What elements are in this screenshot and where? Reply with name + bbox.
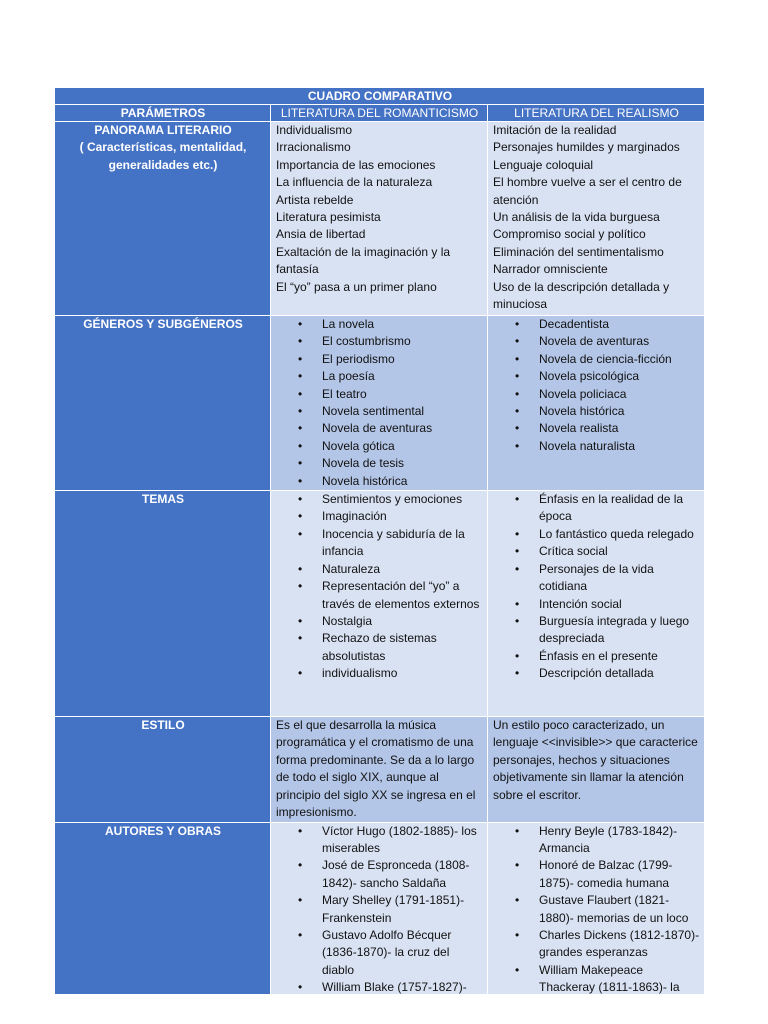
list-item [493,420,700,437]
list-item [276,526,483,561]
list-item: Exaltación de la imaginación y la fantasía [276,244,451,277]
bullet-icon: • [298,526,303,541]
list-item [276,386,483,403]
list-item: Un análisis de la vida burguesa [493,210,660,225]
header-realismo: LITERATURA DEL REALISMO [488,105,705,122]
list-item [276,823,483,858]
row-autores [55,822,705,994]
list-item [493,316,700,333]
list-item-text: El teatro [322,386,367,401]
list-item-text: Rechazo de sistemas absolutistas [322,631,437,663]
list-item [493,491,700,526]
list-item [276,368,483,385]
bullet-icon: • [515,404,520,419]
list-item-text: Mary Shelley (1791-1851)- Frankenstein [322,893,465,925]
list-item [493,892,700,927]
list-item [276,351,483,368]
list-item-text: Decadentista [539,317,610,331]
list-item [493,526,700,543]
list-item-text: Burguesía integrada y luego despreciada [539,613,690,646]
bullet-icon: • [515,561,520,576]
list-item [493,857,700,892]
list-item [276,455,483,472]
bullet-icon: • [298,456,303,471]
list-item: Lenguaje coloquial [493,157,594,172]
list-item-text: Lo fantástico queda relegado [539,526,694,541]
list-item-text: Novela naturalista [539,438,636,453]
list-item: Importancia de las emociones [276,157,436,172]
list-item: El hombre vuelve a ser el centro de atención [493,175,682,207]
param-temas: TEMAS [55,491,271,717]
list-item [276,979,483,994]
bullet-icon: • [298,421,303,436]
param-panorama [55,122,271,316]
list-item-text: Nostalgia [322,613,373,628]
bullet-icon: • [298,579,303,594]
bullet-icon: • [515,927,520,942]
param-autores: AUTORES Y OBRAS [55,822,271,994]
bullet-icon: • [515,386,520,401]
bullet-icon: • [515,334,520,349]
bullet-icon: • [515,596,520,611]
list-item [276,561,483,578]
list-item [276,508,483,525]
list-item-text: Víctor Hugo (1802-1885)- los miserables [322,823,477,855]
list-item-text: Énfasis en el presente [539,648,658,663]
bullet-icon: • [515,858,520,873]
list-item-text: Novela realista [539,421,619,436]
temas-romanticismo-list [276,491,483,682]
param-panorama-title: PANORAMA LITERARIO [94,123,232,137]
panorama-romanticismo-list [276,122,483,296]
list-item: Artista rebelde [276,192,354,207]
header-row [55,105,705,122]
list-item-text: Gustavo Adolfo Bécquer (1836-1870)- la cruz del diablo [322,927,452,977]
list-item [493,333,700,350]
bullet-icon: • [298,893,303,908]
list-item [276,473,483,490]
list-item-text: Novela gótica [322,438,395,453]
list-item-text: Novela psicológica [539,369,640,384]
list-item-text: Honoré de Balzac (1799-1875)- comedia humana [539,858,673,890]
generos-realismo-list [493,316,700,455]
bullet-icon: • [298,404,303,419]
list-item-text: Novela de aventuras [322,421,433,436]
list-item-text: El costumbrismo [322,334,411,349]
param-generos: GÉNEROS Y SUBGÉNEROS [55,316,271,491]
list-item [276,491,483,508]
cell-panorama-realismo [488,122,705,316]
list-item-text: Novela de aventuras [539,334,650,349]
list-item [276,438,483,455]
list-item-text: Henry Beyle (1783-1842)- Armancia [539,823,678,855]
autores-romanticismo-list [276,823,483,995]
list-item-text: Gustave Flaubert (1821-1880)- memorias de un loco [539,893,689,925]
list-item [276,333,483,350]
list-item-text: Novela de ciencia-ficción [539,351,672,366]
row-temas [55,491,705,717]
bullet-icon: • [298,858,303,873]
cell-estilo-realismo: Un estilo poco caracterizado, un lenguaje <<invisible>> que caracterice personajes, hechos y situaciones objetivamente sin llamar la atención sobre el escritor. [488,717,705,822]
list-item-text: Énfasis en la realidad de la época [539,492,684,524]
bullet-icon: • [515,613,520,628]
cell-temas-romanticismo [271,491,488,717]
list-item [276,578,483,613]
list-item-text: El periodismo [322,351,395,366]
list-item [493,823,700,858]
row-estilo [55,717,705,822]
list-item [493,386,700,403]
bullet-icon: • [515,666,520,681]
bullet-icon: • [298,613,303,628]
list-item [276,403,483,420]
cell-generos-romanticismo [271,316,488,491]
list-item: Eliminación del sentimentalismo [493,244,664,259]
list-item [493,665,700,682]
bullet-icon: • [298,351,303,366]
list-item: Imitación de la realidad [493,123,617,137]
table-title: CUADRO COMPARATIVO [55,88,705,105]
bullet-icon: • [298,561,303,576]
list-item: Uso de la descripción detallada y minuciosa [493,279,670,312]
list-item-text: Inocencia y sabiduría de la infancia [322,526,465,559]
list-item-text: La novela [322,317,375,331]
list-item [493,543,700,560]
bullet-icon: • [515,351,520,366]
list-item-text: La poesía [322,369,375,384]
cell-autores-romanticismo [271,822,488,994]
list-item-text: Personajes de la vida cotidiana [539,561,654,594]
param-estilo: ESTILO [55,717,271,822]
bullet-icon: • [515,823,520,838]
list-item [276,613,483,630]
cell-panorama-romanticismo [271,122,488,316]
bullet-icon: • [515,492,520,507]
bullet-icon: • [515,317,520,331]
list-item [493,927,700,962]
list-item [276,630,483,665]
bullet-icon: • [298,334,303,349]
list-item-text: Novela histórica [539,404,625,419]
param-panorama-subtitle: ( Características, mentalidad, generalidades etc.) [79,140,247,172]
list-item [493,368,700,385]
bullet-icon: • [298,980,303,994]
list-item-text: Descripción detallada [539,666,654,681]
list-item [276,316,483,333]
list-item-text: Representación del “yo” a través de elementos externos [322,579,480,611]
bullet-icon: • [515,369,520,384]
bullet-icon: • [298,927,303,942]
bullet-icon: • [298,823,303,838]
temas-realismo-list [493,491,700,682]
list-item-text: Crítica social [539,544,608,559]
list-item: Individualismo [276,123,353,137]
bullet-icon: • [298,317,303,331]
cell-generos-realismo [488,316,705,491]
list-item-text: Novela policiaca [539,386,627,401]
list-item: Ansia de libertad [276,227,366,242]
list-item: Irracionalismo [276,140,351,155]
list-item [493,561,700,596]
bullet-icon: • [515,421,520,436]
list-item [493,596,700,613]
list-item [493,962,700,994]
panorama-realismo-list [493,122,700,313]
list-item: Narrador omnisciente [493,262,608,277]
list-item-text: William Makepeace Thackeray (1811-1863)- la [539,962,680,994]
list-item-text: individualismo [322,666,398,681]
list-item: El “yo” pasa a un primer plano [276,279,437,294]
bullet-icon: • [298,386,303,401]
bullet-icon: • [298,509,303,524]
title-row [55,88,705,105]
bullet-icon: • [515,526,520,541]
list-item-text: Sentimientos y emociones [322,492,463,507]
header-parametros: PARÁMETROS [55,105,271,122]
list-item: Personajes humildes y marginados [493,140,680,155]
comparison-table [54,87,704,994]
list-item [276,927,483,979]
list-item [276,857,483,892]
bullet-icon: • [298,631,303,646]
list-item: Compromiso social y político [493,227,646,242]
list-item [276,420,483,437]
cell-temas-realismo [488,491,705,717]
list-item [493,613,700,648]
row-panorama [55,122,705,316]
bullet-icon: • [298,369,303,384]
list-item-text: Novela sentimental [322,404,425,419]
list-item-text: Novela histórica [322,473,408,488]
list-item [493,648,700,665]
list-item: La influencia de la naturaleza [276,175,433,190]
header-romanticismo: LITERATURA DEL ROMANTICISMO [271,105,488,122]
bullet-icon: • [515,438,520,453]
list-item [493,438,700,455]
cell-autores-realismo [488,822,705,994]
list-item-text: Novela de tesis [322,456,405,471]
bullet-icon: • [298,666,303,681]
list-item-text: Intención social [539,596,622,611]
list-item [276,892,483,927]
table-viewport [54,87,704,994]
bullet-icon: • [515,648,520,663]
list-item [493,403,700,420]
bullet-icon: • [515,893,520,908]
bullet-icon: • [298,438,303,453]
list-item-text: William Blake (1757-1827)- [322,980,467,994]
list-item-text: Naturaleza [322,561,381,576]
list-item [276,665,483,682]
autores-realismo-list [493,823,700,995]
generos-romanticismo-list [276,316,483,490]
list-item-text: Imaginación [322,509,387,524]
list-item [493,351,700,368]
cell-estilo-romanticismo: Es el que desarrolla la música programática y el cromatismo de una forma predominante. Se da a lo largo de todo el siglo XIX, aunque al principio del siglo XX se ingresa en el impresionismo. [271,717,488,822]
row-generos [55,316,705,491]
list-item-text: José de Espronceda (1808-1842)- sancho Saldaña [322,858,470,890]
bullet-icon: • [515,962,520,977]
bullet-icon: • [515,544,520,559]
list-item-text: Charles Dickens (1812-1870)- grandes esperanzas [539,927,700,960]
bullet-icon: • [298,492,303,507]
list-item: Literatura pesimista [276,210,381,225]
bullet-icon: • [298,473,303,488]
